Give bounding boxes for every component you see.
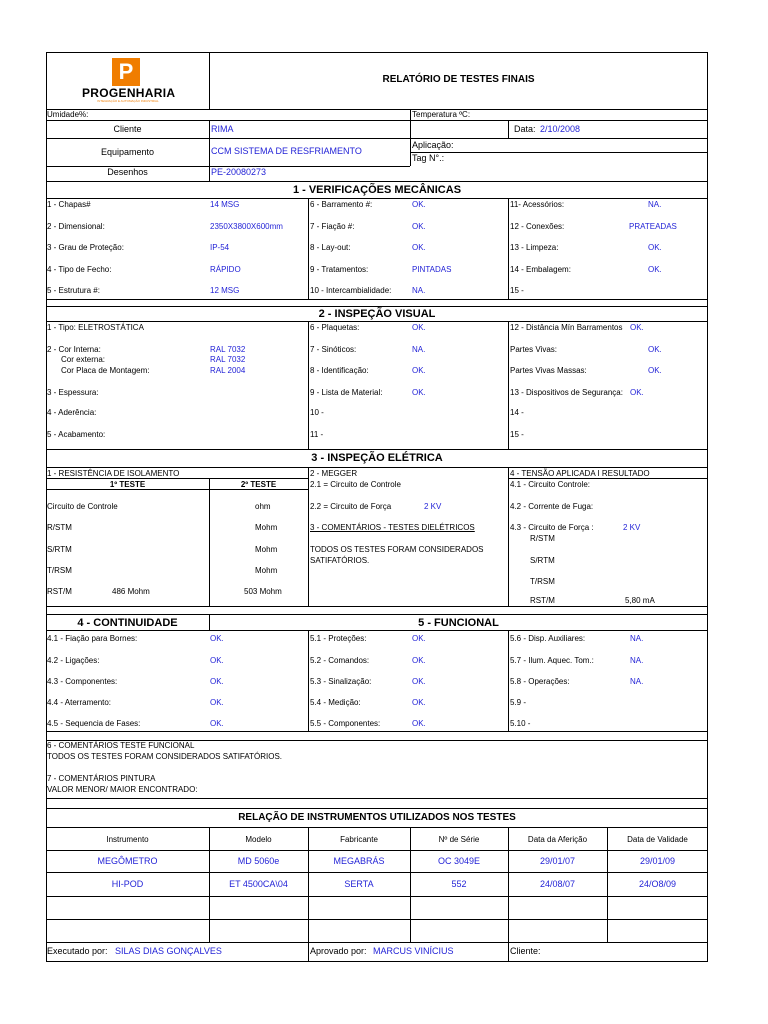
cor-placa-value: RAL 2004 xyxy=(210,366,246,375)
comentarios-dieletricos: 3 - COMENTÁRIOS - TESTES DIELÉTRICOS xyxy=(310,523,475,532)
t-rsm-label: T/RSM xyxy=(47,566,72,575)
field-label: 5.6 - Disp. Auxiliares: xyxy=(510,634,586,643)
table-rule xyxy=(46,449,708,450)
field-value: OK. xyxy=(412,388,426,397)
field-value: PRATEADAS xyxy=(629,222,677,231)
field-label: 5.7 - Ilum. Aquec. Tom.: xyxy=(510,656,594,665)
comentario-pintura-title: 7 - COMENTÁRIOS PINTURA xyxy=(47,774,156,783)
field-value: OK. xyxy=(210,677,224,686)
column-rule xyxy=(410,109,411,120)
field-label: 15 - xyxy=(510,286,524,295)
teste-1-header: 1º TESTE xyxy=(109,480,146,489)
comentario-funcional-text: TODOS OS TESTES FORAM CONSIDERADOS SATIFATÓRIOS. xyxy=(47,752,282,761)
column-rule xyxy=(508,120,509,138)
table-rule xyxy=(46,630,708,631)
column-rule xyxy=(308,467,309,606)
field-label: 11 - xyxy=(310,430,324,439)
dieletricos-text-2: SATIFATÓRIOS. xyxy=(310,556,370,565)
column-rule xyxy=(308,321,309,449)
field-label: Fabricante xyxy=(340,835,378,844)
dieletricos-text-1: TODOS OS TESTES FORAM CONSIDERADOS xyxy=(310,545,484,554)
field-label: 5.2 - Comandos: xyxy=(310,656,370,665)
tensao-forca: 4.3 - Circuito de Força : xyxy=(510,523,594,532)
rst-m-label: RST/M xyxy=(47,587,72,596)
field-label: 5 - Estrutura #: xyxy=(47,286,100,295)
megger-label: 2 - MEGGER xyxy=(310,469,358,478)
field-value: 552 xyxy=(451,879,467,889)
field-label: 13 - Limpeza: xyxy=(510,243,559,252)
field-value: 29/01/07 xyxy=(539,856,576,866)
field-value: OK. xyxy=(412,243,426,252)
cor-externa-value: RAL 7032 xyxy=(210,355,246,364)
tensao-controle: 4.1 - Circuito Controle: xyxy=(510,480,591,489)
comentario-pintura-text: VALOR MENOR/ MAIOR ENCONTRADO: xyxy=(47,785,198,794)
teste-2-value: 503 Mohm xyxy=(244,587,282,596)
field-label: 11- Acessórios: xyxy=(510,200,565,209)
column-rule xyxy=(508,198,509,299)
field-label: 5.10 - xyxy=(510,719,531,728)
cor-interna-label: 2 - Cor Interna: xyxy=(47,345,101,354)
field-value: 24/08/07 xyxy=(539,879,576,889)
field-label: Nº de Série xyxy=(438,835,480,844)
desenhos-value: PE-20080273 xyxy=(211,167,267,177)
column-rule xyxy=(308,198,309,299)
table-rule xyxy=(46,798,708,799)
field-label: 4.5 - Sequencia de Fases: xyxy=(47,719,141,728)
field-label: 6 - Barramento #: xyxy=(310,200,373,209)
comentario-funcional-title: 6 - COMENTÁRIOS TESTE FUNCIONAL xyxy=(47,741,195,750)
field-label: 5.1 - Proteções: xyxy=(310,634,367,643)
table-rule xyxy=(46,872,708,873)
field-value: OK. xyxy=(412,323,426,332)
report-title: RELATÓRIO DE TESTES FINAIS xyxy=(382,74,535,85)
logo-text: PROGENHARIA xyxy=(82,86,176,100)
field-value: OK. xyxy=(412,677,426,686)
section-2-title: 2 - INSPEÇÃO VISUAL xyxy=(318,308,436,320)
field-value: 24/O8/09 xyxy=(638,879,677,889)
mohm-unit: Mohm xyxy=(255,566,278,575)
table-rule xyxy=(46,120,708,121)
field-label: 13 - Dispositivos de Segurança: xyxy=(510,388,623,397)
field-label: 6 - Plaquetas: xyxy=(310,323,360,332)
tensao-label: 4 - TENSÃO APLICADA I RESULTADO xyxy=(510,469,650,478)
field-label: 5.4 - Medição: xyxy=(310,698,361,707)
resistencia-label: 1 - RESISTÊNCIA DE ISOLAMENTO xyxy=(47,469,180,478)
field-label: 10 - Intercambialidade: xyxy=(310,286,392,295)
cor-placa-label: Cor Placa de Montagem: xyxy=(61,366,150,375)
table-rule xyxy=(46,850,708,851)
field-label: 14 - xyxy=(510,408,524,417)
field-value: NA. xyxy=(630,677,644,686)
corrente-value: 5,80 mA xyxy=(625,596,655,605)
espessura-label: 3 - Espessura: xyxy=(47,388,99,397)
field-value: OK. xyxy=(630,388,644,397)
field-value: 14 MSG xyxy=(210,200,240,209)
teste-2-header: 2º TESTE xyxy=(240,480,277,489)
megger-forca: 2.2 = Circuito de Força xyxy=(310,502,392,511)
field-value: OK. xyxy=(210,656,224,665)
table-rule xyxy=(46,306,708,307)
table-rule xyxy=(46,299,708,300)
table-rule xyxy=(46,942,708,943)
mohm-unit: Mohm xyxy=(255,545,278,554)
field-value: ET 4500CA\04 xyxy=(229,879,288,889)
r-stm-label: R/STM xyxy=(47,523,72,532)
megger-controle: 2.1 = Circuito de Controle xyxy=(310,480,401,489)
rst-m-label-2: RST/M xyxy=(530,596,555,605)
tag-label: Tag N°.: xyxy=(412,153,445,163)
section-1-title: 1 - VERIFICAÇÕES MECÂNICAS xyxy=(292,184,462,196)
field-value: OK. xyxy=(210,719,224,728)
field-value: RÁPIDO xyxy=(210,265,241,274)
field-label: 3 - Grau de Proteção: xyxy=(47,243,124,252)
field-value: HI-POD xyxy=(111,879,144,889)
field-value: IP-54 xyxy=(210,243,230,252)
cor-interna-value: RAL 7032 xyxy=(210,345,246,354)
table-rule xyxy=(46,731,708,732)
column-rule xyxy=(209,478,210,606)
s-rtm-label-2: S/RTM xyxy=(530,556,555,565)
field-value: 29/01/09 xyxy=(639,856,676,866)
field-label: 7 - Sinóticos: xyxy=(310,345,357,354)
field-value: OK. xyxy=(630,323,644,332)
field-label: 1 - Chapas# xyxy=(47,200,91,209)
table-rule xyxy=(410,152,708,153)
field-label: Partes Vivas Massas: xyxy=(510,366,587,375)
logo-tagline: INTEGRAÇÃO E AUTOMAÇÃO INDUSTRIAL xyxy=(97,99,159,103)
ohm-unit: ohm xyxy=(255,502,271,511)
logo-mark: P xyxy=(112,58,140,86)
tensao-forca-value: 2 KV xyxy=(623,523,641,532)
field-label: 14 - Embalagem: xyxy=(510,265,571,274)
field-value: OK. xyxy=(648,366,662,375)
column-rule xyxy=(209,120,210,181)
field-value: 12 MSG xyxy=(210,286,240,295)
column-rule xyxy=(508,321,509,449)
field-label: Partes Vivas: xyxy=(510,345,557,354)
field-value: OK. xyxy=(412,366,426,375)
field-label: 12 - Conexões: xyxy=(510,222,565,231)
field-label: 5.9 - xyxy=(510,698,527,707)
field-value: OK. xyxy=(412,719,426,728)
column-rule xyxy=(308,630,309,731)
table-rule xyxy=(46,109,708,110)
r-stm-label-2: R/STM xyxy=(530,534,555,543)
field-label: 4.1 - Fiação para Bornes: xyxy=(47,634,138,643)
field-value: NA. xyxy=(630,656,644,665)
field-value: MEGÔMETRO xyxy=(97,856,158,866)
field-label: 5.8 - Operações: xyxy=(510,677,570,686)
field-label: Instrumento xyxy=(106,835,149,844)
table-rule xyxy=(46,138,708,139)
field-label: 7 - Fiação #: xyxy=(310,222,355,231)
data-value: 2/10/2008 xyxy=(540,124,581,134)
field-label: 9 - Lista de Material: xyxy=(310,388,383,397)
field-value: NA. xyxy=(412,286,426,295)
field-value: OK. xyxy=(412,222,426,231)
mohm-unit: Mohm xyxy=(255,523,278,532)
column-rule xyxy=(508,467,509,606)
table-rule xyxy=(46,919,708,920)
field-value: NA. xyxy=(630,634,644,643)
megger-forca-value: 2 KV xyxy=(424,502,442,511)
field-label: 8 - Identificação: xyxy=(310,366,369,375)
field-label: 5.5 - Componentes: xyxy=(310,719,381,728)
table-rule xyxy=(46,614,708,615)
column-rule xyxy=(508,630,509,731)
field-value: OK. xyxy=(412,656,426,665)
field-label: 12 - Distância Mín Barramentos xyxy=(510,323,623,332)
field-label: 4.4 - Aterramento: xyxy=(47,698,112,707)
field-value: OK. xyxy=(210,698,224,707)
temperatura-label: Temperatura ºC: xyxy=(412,110,471,119)
cliente-label: Cliente xyxy=(113,124,142,134)
teste-1-value: 486 Mohm xyxy=(112,587,150,596)
table-rule xyxy=(46,827,708,828)
field-label: Data de Validade xyxy=(627,835,688,844)
field-value: OK. xyxy=(412,698,426,707)
tipo-label: 1 - Tipo: ELETROSTÁTICA xyxy=(47,323,144,332)
section-4-title: 4 - CONTINUIDADE xyxy=(77,617,178,629)
field-value: OK. xyxy=(412,634,426,643)
field-label: 2 - Dimensional: xyxy=(47,222,105,231)
field-value: OK. xyxy=(648,243,662,252)
field-label: Executado por: xyxy=(47,946,108,956)
table-rule xyxy=(46,321,708,322)
umidade-label: Umidade%: xyxy=(47,110,89,119)
t-rsm-label-2: T/RSM xyxy=(530,577,555,586)
field-value: OK. xyxy=(648,265,662,274)
table-rule xyxy=(46,467,708,468)
field-value: MD 5060e xyxy=(237,856,280,866)
corrente-fuga: 4.2 - Corrente de Fuga: xyxy=(510,502,594,511)
instruments-title: RELAÇÃO DE INSTRUMENTOS UTILIZADOS NOS TESTES xyxy=(238,812,516,823)
field-label: 10 - xyxy=(310,408,324,417)
field-value: MEGABRÁS xyxy=(333,856,385,866)
field-label: 4.2 - Ligações: xyxy=(47,656,100,665)
field-label: 9 - Tratamentos: xyxy=(310,265,369,274)
cliente-value: RIMA xyxy=(211,124,234,134)
desenhos-label: Desenhos xyxy=(107,167,148,177)
aderencia-label: 4 - Aderência: xyxy=(47,408,97,417)
field-label: Aprovado por: xyxy=(310,946,367,956)
aplicacao-label: Aplicação: xyxy=(412,140,454,150)
column-rule xyxy=(410,120,411,166)
field-value: NA. xyxy=(412,345,426,354)
field-label: 15 - xyxy=(510,430,524,439)
field-label: 5.3 - Sinalização: xyxy=(310,677,372,686)
table-rule xyxy=(46,181,708,182)
field-value: OK. xyxy=(648,345,662,354)
field-value: NA. xyxy=(648,200,662,209)
section-5-title: 5 - FUNCIONAL xyxy=(418,617,499,629)
field-label: 4.3 - Componentes: xyxy=(47,677,118,686)
cor-externa-label: Cor externa: xyxy=(61,355,106,364)
table-rule xyxy=(46,808,708,809)
field-value: MARCUS VINÍCIUS xyxy=(373,946,454,956)
field-value: OC 3049E xyxy=(437,856,481,866)
equipamento-label: Equipamento xyxy=(100,147,155,157)
field-value: OK. xyxy=(210,634,224,643)
table-rule xyxy=(46,896,708,897)
field-label: Modelo xyxy=(245,835,272,844)
field-label: 8 - Lay-out: xyxy=(310,243,351,252)
field-value: SILAS DIAS GONÇALVES xyxy=(115,946,222,956)
field-value: PINTADAS xyxy=(412,265,452,274)
table-rule xyxy=(46,606,708,607)
field-value: 2350X3800X600mm xyxy=(210,222,283,231)
field-value: OK. xyxy=(412,200,426,209)
circuito-controle-label: Circuito de Controle xyxy=(47,502,118,511)
cliente-signature-label: Cliente: xyxy=(510,946,541,956)
field-label: 4 - Tipo de Fecho: xyxy=(47,265,112,274)
s-rtm-label: S/RTM xyxy=(47,545,72,554)
data-label: Data: xyxy=(514,124,536,134)
acabamento-label: 5 - Acabamento: xyxy=(47,430,106,439)
section-3-title: 3 - INSPEÇÃO ELÉTRICA xyxy=(311,452,443,464)
equipamento-value: CCM SISTEMA DE RESFRIAMENTO xyxy=(211,146,362,156)
table-rule xyxy=(46,198,708,199)
company-logo xyxy=(82,58,174,104)
field-value: SERTA xyxy=(344,879,374,889)
field-label: Data da Aferição xyxy=(527,835,588,844)
